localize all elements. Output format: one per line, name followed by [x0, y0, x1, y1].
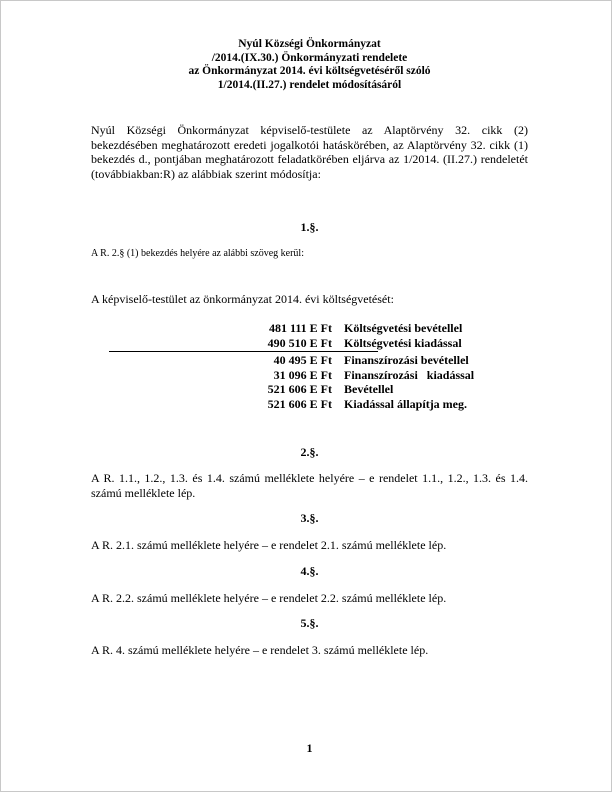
table-row	[91, 397, 528, 412]
table-row	[91, 336, 528, 351]
budget-amount: 40 495 E Ft	[273, 353, 332, 367]
section-4-body: A R. 2.2. számú melléklete helyére – e rendelet 2.2. számú melléklete lép.	[91, 591, 447, 605]
section-1-heading: 1.§.	[300, 220, 319, 234]
section-1-lead: A képviselő-testület az önkormányzat 2014. évi költségvetését:	[91, 292, 394, 306]
section-2-body: A R. 1.1., 1.2., 1.3. és 1.4. számú melléklete helyére – e rendelet 1.1., 1.2., 1.3. és 1.4. számú melléklete lép.	[91, 471, 528, 500]
intro-paragraph: Nyúl Községi Önkormányzat képviselő-testülete az Alaptörvény 32. cikk (2) bekezdésében meghatározott eredeti jogalkotói hatáskörében, az Alaptörvény 32. cikk (1) bekezdés d., pontjában meghatározott feladatkörében eljárva az 1/2014. (II.27.) rendeletét (továbbiakban:R) az alábbiak szerint módosítja:	[91, 123, 528, 181]
budget-amount: 31 096 E Ft	[273, 367, 332, 382]
title-line-3: az Önkormányzat 2014. évi költségvetéséről szóló	[188, 65, 431, 77]
section-5-heading: 5.§.	[300, 616, 319, 630]
budget-label: Finanszírozási bevétellel	[344, 353, 469, 367]
page-number: 1	[306, 741, 313, 755]
title-line-4: 1/2014.(II.27.) rendelet módosításáról	[217, 78, 402, 91]
budget-table	[91, 321, 528, 411]
title-line-2: /2014.(IX.30.) Önkormányzati rendelete	[211, 51, 408, 64]
section-1-note: A R. 2.§ (1) bekezdés helyére az alábbi szöveg kerül:	[91, 248, 304, 259]
document-title	[91, 38, 528, 92]
budget-label: Költségvetési bevétellel	[344, 321, 463, 335]
budget-amount: 481 111 E Ft	[268, 321, 332, 335]
budget-label: Kiadással állapítja meg.	[344, 396, 468, 411]
budget-amount: 490 510 E Ft	[267, 335, 332, 350]
budget-amount: 521 606 E Ft	[267, 382, 332, 396]
section-4-heading: 4.§.	[300, 564, 319, 578]
section-3-body: A R. 2.1. számú melléklete helyére – e rendelet 2.1. számú melléklete lép.	[91, 538, 447, 552]
section-5-body: A R. 4. számú melléklete helyére – e rendelet 3. számú melléklete lép.	[91, 643, 429, 657]
budget-label: Finanszírozási kiadással	[344, 367, 475, 382]
budget-label: Bevétellel	[344, 382, 394, 396]
section-2-heading: 2.§.	[300, 445, 319, 459]
table-row	[91, 321, 528, 336]
title-line-1: Nyúl Községi Önkormányzat	[238, 38, 381, 50]
table-row	[91, 368, 528, 383]
budget-amount: 521 606 E Ft	[267, 396, 332, 411]
table-row	[91, 382, 528, 397]
section-3-heading: 3.§.	[300, 511, 319, 525]
budget-label: Költségvetési kiadással	[344, 335, 462, 350]
table-sum-divider	[109, 351, 378, 352]
table-row	[91, 353, 528, 368]
